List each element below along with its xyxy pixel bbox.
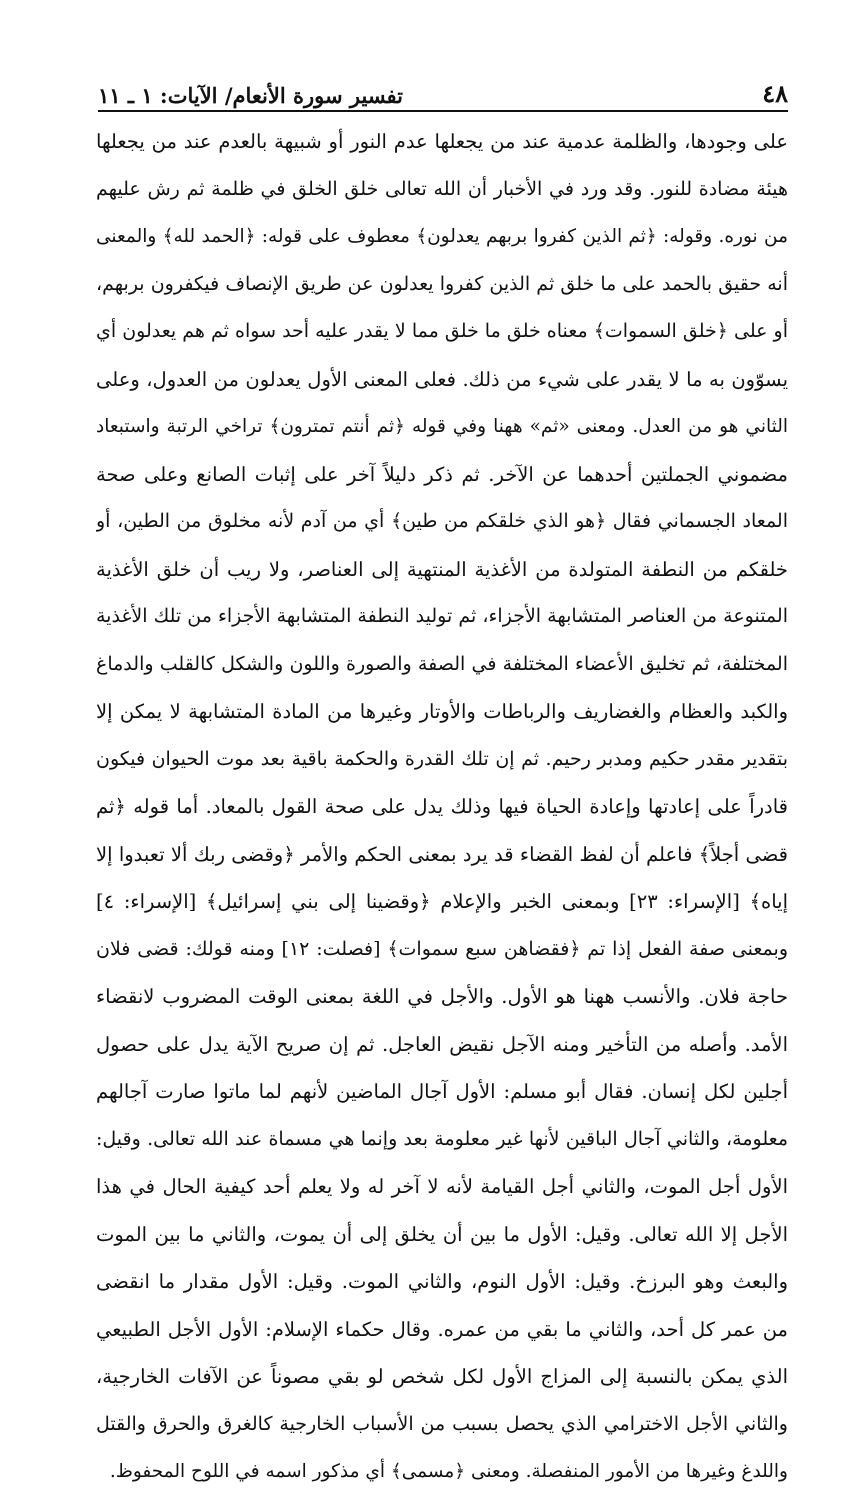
body-text (96, 118, 788, 1496)
page-number: ٤٨ (762, 79, 788, 108)
text-line: والثاني الأجل الاخترامي الذي يحصل بسبب من الأسباب الخارجية كالغرق والحرق والقتل (96, 1412, 788, 1435)
text-line: واللدغ وغيرها من الأمور المنفصلة. ومعنى ﴿مسمى﴾ أي مذكور اسمه في اللوح المحفوظ. (109, 1461, 788, 1482)
text-line: حاجة فلان. والأنسب ههنا هو الأول. والأجل في اللغة بمعنى الوقت المضروب لانقضاء (96, 985, 788, 1008)
text-line: قضى أجلاً﴾ فاعلم أن لفظ القضاء قد يرد بمعنى الحكم والأمر ﴿وقضى ربك ألا تعبدوا إلا (96, 842, 788, 866)
text-line: أو على ﴿خلق السموات﴾ معناه خلق ما خلق مما لا يقدر عليه أحد سواه ثم هم يعدلون أي (96, 320, 788, 342)
text-line: المعاد الجسماني فقال ﴿هو الذي خلقكم من طين﴾ أي من آدم لأنه مخلوق من الطين، أو (96, 510, 788, 532)
running-title: تفسير سورة الأنعام/ الآيات: ١ ـ ١١ (98, 83, 404, 108)
text-line: قادراً على إعادتها وإعادة الحياة فيها وذلك يدل على صحة القول بالمعاد. أما قوله ﴿ثم (96, 795, 788, 818)
text-line: على وجودها، والظلمة عدمية عند من يجعلها عدم النور أو شبيهة بالعدم عند من يجعلها (96, 130, 788, 153)
text-line: مضموني الجملتين أحدهما عن الآخر. ثم ذكر دليلاً آخر على إثبات الصانع وعلى صحة (96, 462, 788, 486)
text-line: أجلين لكل إنسان. فقال أبو مسلم: الأول آجال الماضين لأنهم لما ماتوا صارت آجالهم (96, 1080, 788, 1103)
text-line: بتقدير مقدر حكيم ومدبر رحيم. ثم إن تلك القدرة والحكمة باقية بعد موت الحيوان فيكون (96, 747, 788, 770)
text-line: من نوره. وقوله: ﴿ثم الذين كفروا بربهم يعدلون﴾ معطوف على قوله: ﴿الحمد لله﴾ والمعنى (96, 226, 788, 247)
text-line: أنه حقيق بالحمد على ما خلق ثم الذين كفروا يعدلون عن طريق الإنصاف فيكفرون بربهم، (96, 272, 788, 295)
text-line: الثاني هو من العدل. ومعنى «ثم» ههنا وفي قوله ﴿ثم أنتم تمترون﴾ تراخي الرتبة واستبعاد (96, 416, 788, 437)
text-line: معلومة، والثاني آجال الباقين لأنها غير معلومة بعد وإنما هي مسماة عند الله تعالى. وقيل: (96, 1127, 788, 1150)
text-line: المتنوعة من العناصر المتشابهة الأجزاء، ثم توليد النطفة المتشابهة الأجزاء من تلك الأغذية (96, 605, 788, 627)
text-line: إياه﴾ [الإسراء: ٢٣] وبمعنى الخبر والإعلام ﴿وقضينا إلى بني إسرائيل﴾ [الإسراء: ٤] (96, 890, 788, 913)
text-line: وبمعنى صفة الفعل إذا تم ﴿فقضاهن سبع سموات﴾ [فصلت: ١٢] ومنه قولك: قضى فلان (96, 937, 788, 960)
text-line: الذي يمكن بالنسبة إلى المزاج الأول لكل شخص لو بقي مصوناً عن الآفات الخارجية، (96, 1365, 788, 1388)
text-line: الأمد. وأصله من التأخير ومنه الآجل نقيض العاجل. ثم إن صريح الآية يدل على حصول (96, 1032, 788, 1056)
text-line: خلقكم من النطفة المتولدة من الأغذية المنتهية إلى العناصر، ولا ريب أن خلق الأغذية (96, 557, 788, 581)
text-line: المختلفة، ثم تخليق الأعضاء المختلفة في الصفة والصورة واللون والشكل كالقلب والدماغ (96, 652, 788, 675)
page-header (98, 72, 788, 106)
text-line: يسوّون به ما لا يقدر على شيء من ذلك. فعلى المعنى الأول يعدلون من العدول، وعلى (96, 367, 788, 391)
text-line: الأول أجل الموت، والثاني أجل القيامة لأنه لا آخر له ولا يعلم أحد كيفية الحال في هذا (96, 1175, 788, 1198)
text-line: والبعث وهو البرزخ. وقيل: الأول النوم، والثاني الموت. وقيل: الأول مقدار ما انقضى (96, 1270, 788, 1293)
header-divider (98, 110, 788, 112)
text-line: من عمر كل أحد، والثاني ما بقي من عمره. وقال حكماء الإسلام: الأول الأجل الطبيعي (96, 1317, 788, 1341)
text-line: والكبد والعظام والغضاريف والرباطات والأوتار وغيرها من المادة المتشابهة لا يمكن إلا (96, 700, 788, 723)
text-line: الأجل إلا الله تعالى. وقيل: الأول ما بين أن يخلق إلى أن يموت، والثاني ما بين الموت (96, 1222, 788, 1246)
text-line: هيئة مضادة للنور. وقد ورد في الأخبار أن الله تعالى خلق الخلق في ظلمة ثم رش عليهم (96, 177, 788, 200)
